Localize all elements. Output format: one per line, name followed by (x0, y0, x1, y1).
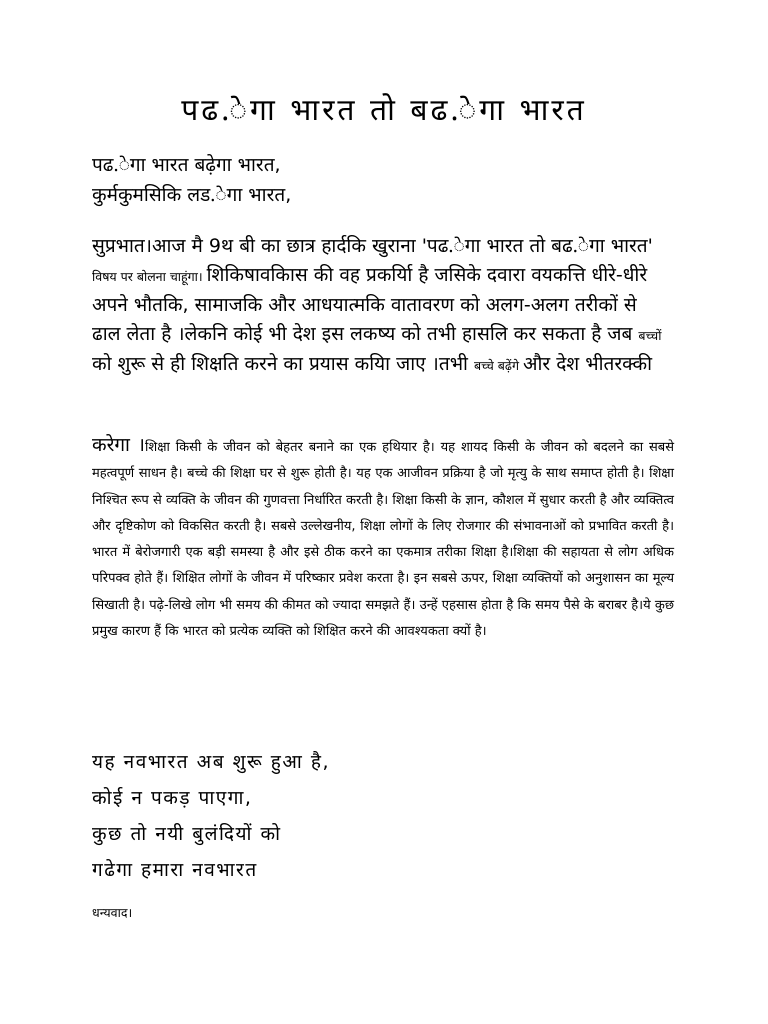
intro-paragraph (92, 232, 670, 381)
intro-text-4: बच्चों (638, 327, 662, 343)
body-lead-text: करेगा । (92, 434, 145, 456)
opening-line-2: कुर्मकुमसिकि लड.ेगा भारत, (92, 184, 292, 206)
poem-line-4: गढेगा हमारा नवभारत (92, 859, 258, 881)
opening-verse (92, 150, 672, 210)
document-title: पढ.ेगा भारत तो बढ.ेगा भारत (181, 93, 587, 128)
intro-text-5: को शुरू से ही शिक्षति करने का प्रयास कयिा जाए ।तभी (92, 353, 475, 375)
closing-poem (92, 744, 672, 888)
body-paragraph (92, 432, 674, 645)
poem-line-3: कुछ तो नयी बुलंदियों को (92, 823, 282, 845)
closing-thanks: धन्यवाद। (92, 905, 133, 920)
intro-text-7: और देश भीतरक्की (522, 353, 653, 375)
body-text: शिक्षा किसी के जीवन को बेहतर बनाने का एक हथियार है। यह शायद किसी के जीवन को बदलने का सबसे महत्वपूर्ण साधन है। बच्चे की शिक्षा घर से शुरू होती है। यह एक आजीवन प्रक्रिया है जो मृत्यु के साथ समाप्त होती है। शिक्षा निश्चित रूप से व्यक्ति के जीवन की गुणवत्ता निर्धारित करती है। शिक्षा किसी के ज्ञान, कौशल में सुधार करती है और व्यक्तित्व और दृष्टिकोण को विकसित करती है। सबसे उल्लेखनीय, शिक्षा लोगों के लिए रोजगार की संभावनाओं को प्रभावित करती है।भारत में बेरोजगारी एक बड़ी समस्या है और इसे ठीक करने का एकमात्र तरीका शिक्षा है।शिक्षा की सहायता से लोग अधिक परिपक्व होते हैं। शिक्षित लोगों के जीवन में परिष्कार प्रवेश करता है। इन सबसे ऊपर, शिक्षा व्यक्तियों को अनुशासन का मूल्य सिखाती है। पढ़े-लिखे लोग भी समय की कीमत को ज्यादा समझते हैं। उन्हें एहसास होता है कि समय पैसे के बराबर है।ये कुछ प्रमुख कारण हैं कि भारत को प्रत्येक व्यक्ति को शिक्षित करने की आवश्यकता क्यों है। (92, 440, 674, 640)
intro-text-2: विषय पर बोलना चाहूंगा। (92, 268, 207, 284)
intro-text-6: बच्चे बढ़ेंगे (474, 358, 523, 373)
opening-line-1: पढ.ेगा भारत बढ़ेगा भारत, (92, 154, 281, 176)
intro-text-1: सुप्रभात।आज मै 9थ बी का छात्र हार्दकि खुराना 'पढ.ेगा भारत तो बढ.ेगा भारत' (92, 235, 653, 257)
poem-line-1: यह नवभारत अब शुरू हुआ है, (92, 751, 330, 773)
poem-line-2: कोई न पकड़ पाएगा, (92, 787, 253, 809)
intro-text-3: शिकिषावकिास की वह प्रकर्यिा है जसिके दवारा वयकत्ति धीरे-धीरे अपने भौतकि, सामाजकि और आधयात्मकि वातावरण को अलग-अलग तरीकों से ढाल लेता है ।लेकनि कोई भी देश इस लकष्य को तभी हासलि कर सकता है जब (92, 263, 648, 345)
